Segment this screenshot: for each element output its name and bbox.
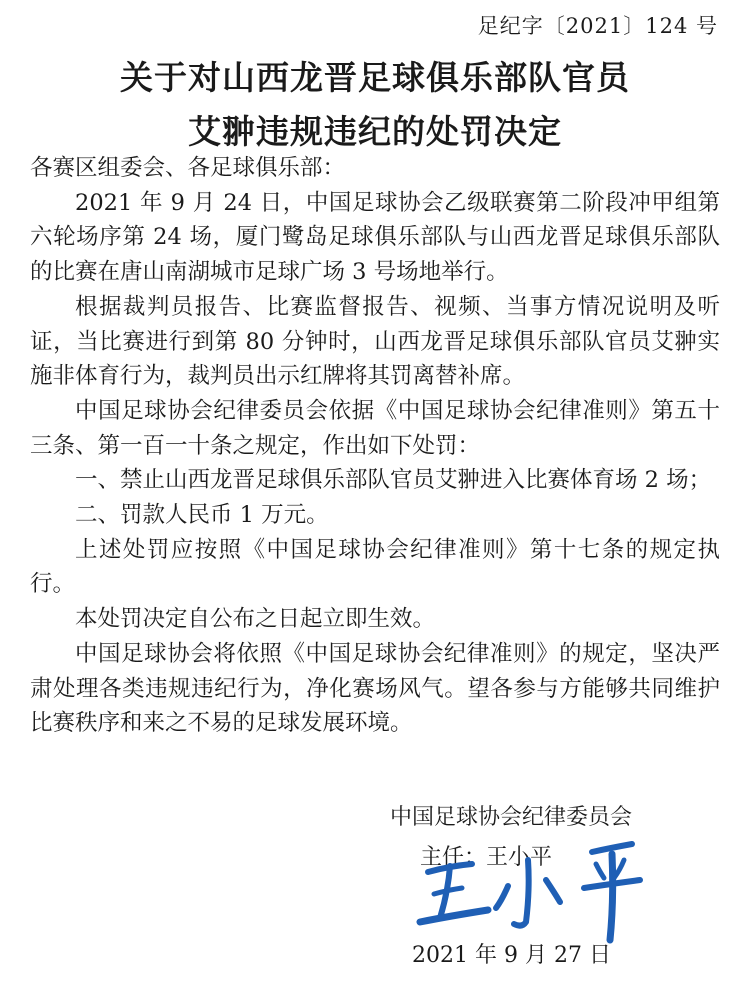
document-title-line-2: 艾翀违规违纪的处罚决定 xyxy=(188,112,562,151)
document-title-line-1: 关于对山西龙晋足球俱乐部队官员 xyxy=(120,58,630,97)
handwritten-signature xyxy=(410,830,650,945)
paragraph-effective: 本处罚决定自公布之日起立即生效。 xyxy=(75,606,436,633)
paragraph-closing: 中国足球协会将依照《中国足球协会纪律准则》的规定，坚决严肃处理各类违规违纪行为，净化赛场风气。望各参与方能够共同维护比赛秩序和来之不易的足球发展环境。 xyxy=(30,640,720,737)
paragraph-incident: 根据裁判员报告、比赛监督报告、视频、当事方情况说明及听证，当比赛进行到第 80 分钟时，山西龙晋足球俱乐部队官员艾翀实施非体育行为，裁判员出示红牌将其罚离替补席。 xyxy=(30,293,720,390)
document-number: 足纪字〔2021〕124 号 xyxy=(477,14,718,38)
paragraph-penalty-fine: 二、罚款人民币 1 万元。 xyxy=(75,502,329,529)
issue-date: 2021 年 9 月 27 日 xyxy=(412,943,611,968)
paragraph-execution: 上述处罚应按照《中国足球协会纪律准则》第十七条的规定执行。 xyxy=(30,536,720,598)
issuing-organization: 中国足球协会纪律委员会 xyxy=(390,805,633,830)
paragraph-legal-basis: 中国足球协会纪律委员会依据《中国足球协会纪律准则》第五十三条、第一百一十条之规定，作出如下处罚： xyxy=(30,397,720,459)
salutation: 各赛区组委会、各足球俱乐部： xyxy=(30,155,346,181)
document-body xyxy=(30,151,720,741)
director-name: 主任：王小平 xyxy=(420,845,553,870)
paragraph-match-info: 2021 年 9 月 24 日，中国足球协会乙级联赛第二阶段冲甲组第六轮场序第 24 场，厦门鹭岛足球俱乐部队与山西龙晋足球俱乐部队的比赛在唐山南湖城市足球广场 3 号场地举行。 xyxy=(30,189,720,286)
paragraph-penalty-ban: 一、禁止山西龙晋足球俱乐部队官员艾翀进入比赛体育场 2 场； xyxy=(75,467,712,494)
